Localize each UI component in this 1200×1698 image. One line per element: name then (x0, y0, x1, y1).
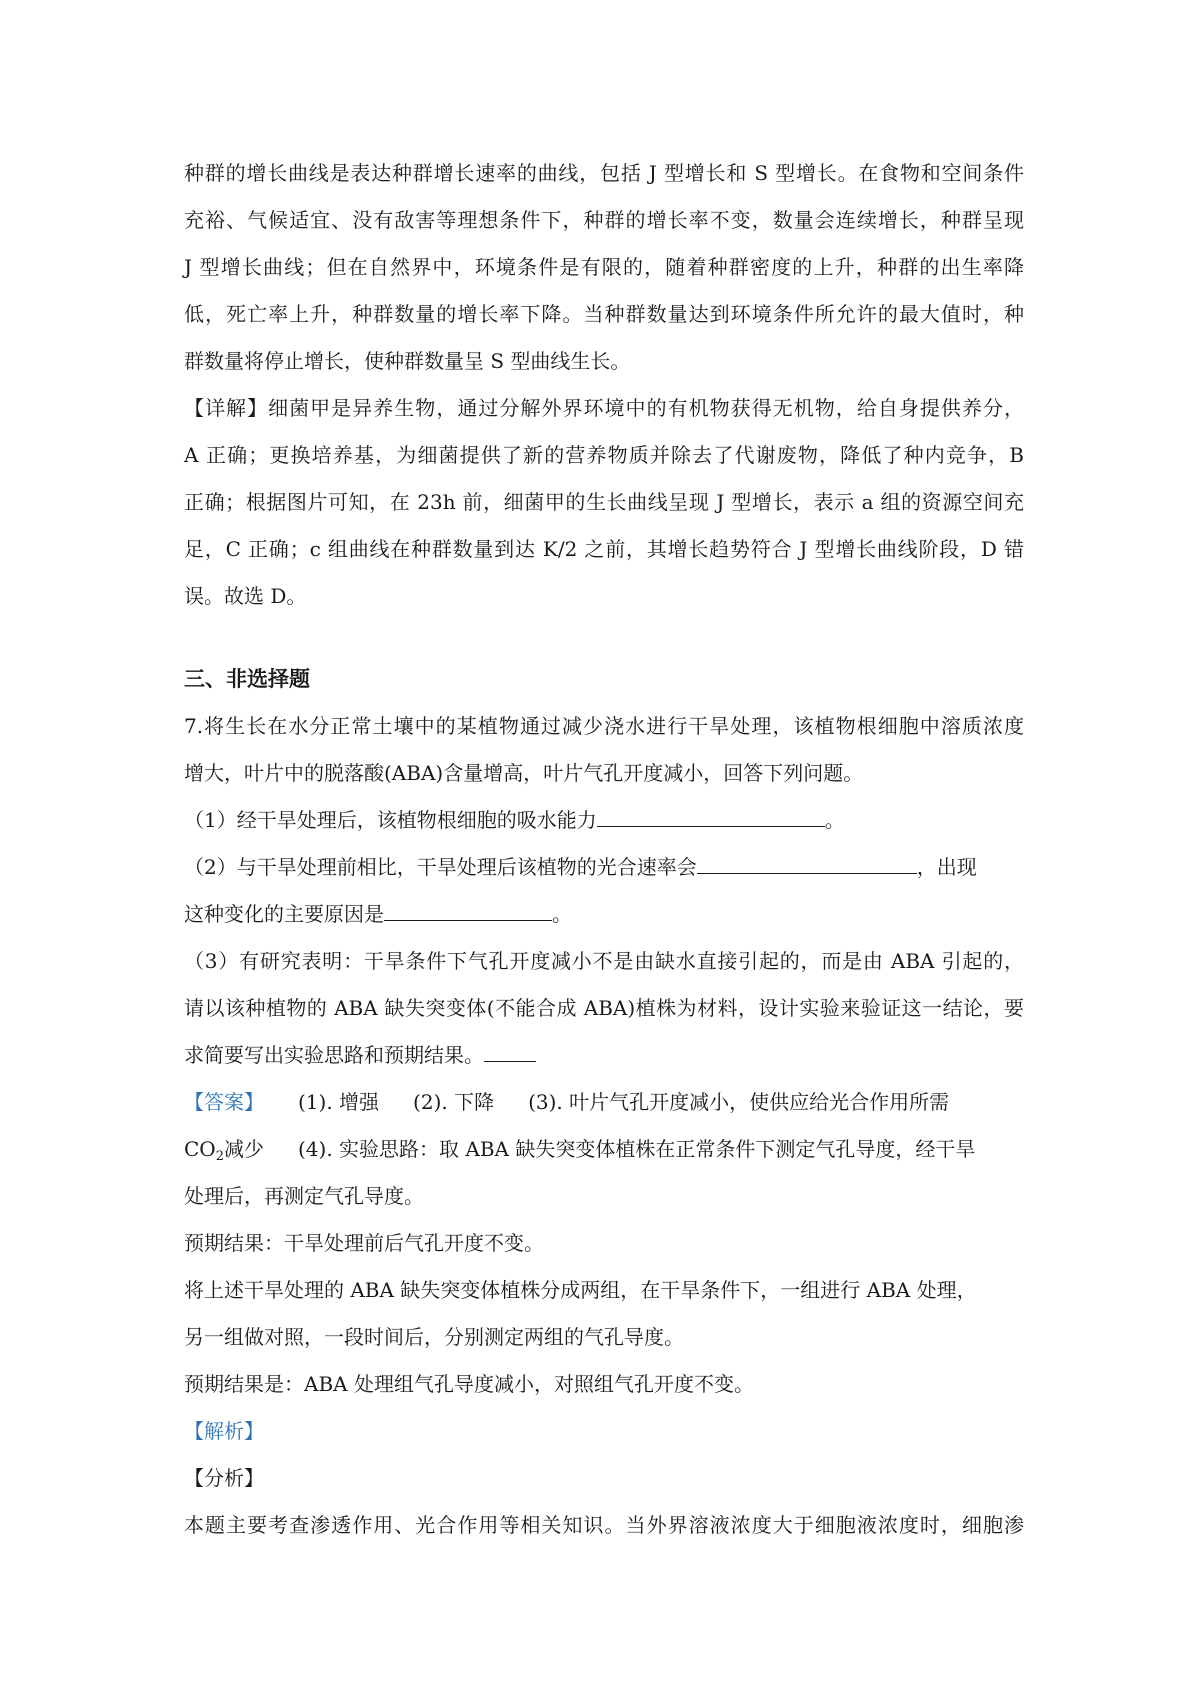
answer-line: 处理后，再测定气孔导度。 (184, 1184, 424, 1208)
answer-line: 预期结果是：ABA 处理组气孔导度减小，对照组气孔开度不变。 (184, 1372, 754, 1396)
text-line: J 型增长曲线；但在自然界中，环境条件是有限的，随着种群密度的上升，种群的出生率降 (184, 255, 1024, 279)
sub-question-2-cont: 这种变化的主要原因是 。 (184, 891, 1024, 938)
document-page (184, 150, 1024, 1549)
sub-question-3-line: 求简要写出实验思路和预期结果。 (184, 1032, 1024, 1079)
answer-line: 【答案】 (1). 增强 (2). 下降 (3). 叶片气孔开度减小，使供应给光合作用所需 (184, 1090, 950, 1114)
detail-tag: 【详解】 (184, 396, 269, 420)
analysis-text-line: 本题主要考查渗透作用、光合作用等相关知识。当外界溶液浓度大于细胞液浓度时，细胞渗 (184, 1513, 1024, 1537)
answer-line: 预期结果：干旱处理前后气孔开度不变。 (184, 1231, 544, 1255)
sub-question-3-line: （3）有研究表明：干旱条件下气孔开度减小不是由缺水直接引起的，而是由 ABA 引起的， (184, 949, 1024, 973)
text-line: 【详解】细菌甲是异养生物，通过分解外界环境中的有机物获得无机物，给自身提供养分， (184, 396, 1025, 420)
answer-blank (484, 1037, 536, 1062)
answer-line: 另一组做对照，一段时间后，分别测定两组的气孔导度。 (184, 1325, 684, 1349)
detail-paragraph (184, 385, 1024, 620)
answer-tag: 【答案】 (184, 1090, 264, 1114)
question-stem-line: 增大，叶片中的脱落酸(ABA)含量增高，叶片气孔开度减小，回答下列问题。 (184, 761, 864, 785)
text-line: 足，C 正确；c 组曲线在种群数量到达 K/2 之前，其增长趋势符合 J 型增长曲线阶段，D 错 (184, 537, 1024, 561)
section-title: 三、非选择题 (184, 667, 310, 691)
answer-line: $CO_2$减少 (4). 实验思路：取 ABA 缺失突变体植株在正常条件下测定气孔导度，经干旱 (184, 1137, 976, 1164)
answer-blank (384, 896, 552, 921)
question-stem-line: 7.将生长在水分正常土壤中的某植物通过减少浇水进行干旱处理，该植物根细胞中溶质浓度 (184, 714, 1024, 738)
text-line: 种群的增长曲线是表达种群增长速率的曲线，包括 J 型增长和 S 型增长。在食物和空间条件 (184, 161, 1024, 185)
text-line: 充裕、气候适宜、没有敌害等理想条件下，种群的增长率不变，数量会连续增长，种群呈现 (184, 208, 1024, 232)
question-block (184, 703, 1024, 1079)
intro-paragraph (184, 150, 1024, 385)
answer-line: 将上述干旱处理的 ABA 缺失突变体植株分成两组，在干旱条件下，一组进行 ABA 处理， (184, 1278, 977, 1302)
answer-block (184, 1079, 1024, 1408)
text-line: 群数量将停止增长，使种群数量呈 S 型曲线生长。 (184, 349, 631, 373)
text-line: A 正确；更换培养基，为细菌提供了新的营养物质并除去了代谢废物，降低了种内竞争，B (184, 443, 1024, 467)
sub-question-1: （1）经干旱处理后，该植物根细胞的吸水能力 。 (184, 797, 1024, 844)
analysis-tag: 【解析】 (184, 1419, 264, 1443)
answer-blank (697, 849, 917, 874)
text-line: 正确；根据图片可知，在 23h 前，细菌甲的生长曲线呈现 J 型增长，表示 a 组的资源空间充 (184, 490, 1024, 514)
text-line: 误。故选 D。 (184, 584, 307, 608)
fenxi-tag: 【分析】 (184, 1466, 264, 1490)
sub-question-3-line: 请以该种植物的 ABA 缺失突变体(不能合成 ABA)植株为材料，设计实验来验证这一结论，要 (184, 996, 1024, 1020)
answer-blank (597, 802, 825, 827)
sub-question-2: （2）与干旱处理前相比，干旱处理后该植物的光合速率会 ，出现 (184, 844, 1024, 891)
text-line: 低，死亡率上升，种群数量的增长率下降。当种群数量达到环境条件所允许的最大值时，种 (184, 302, 1024, 326)
